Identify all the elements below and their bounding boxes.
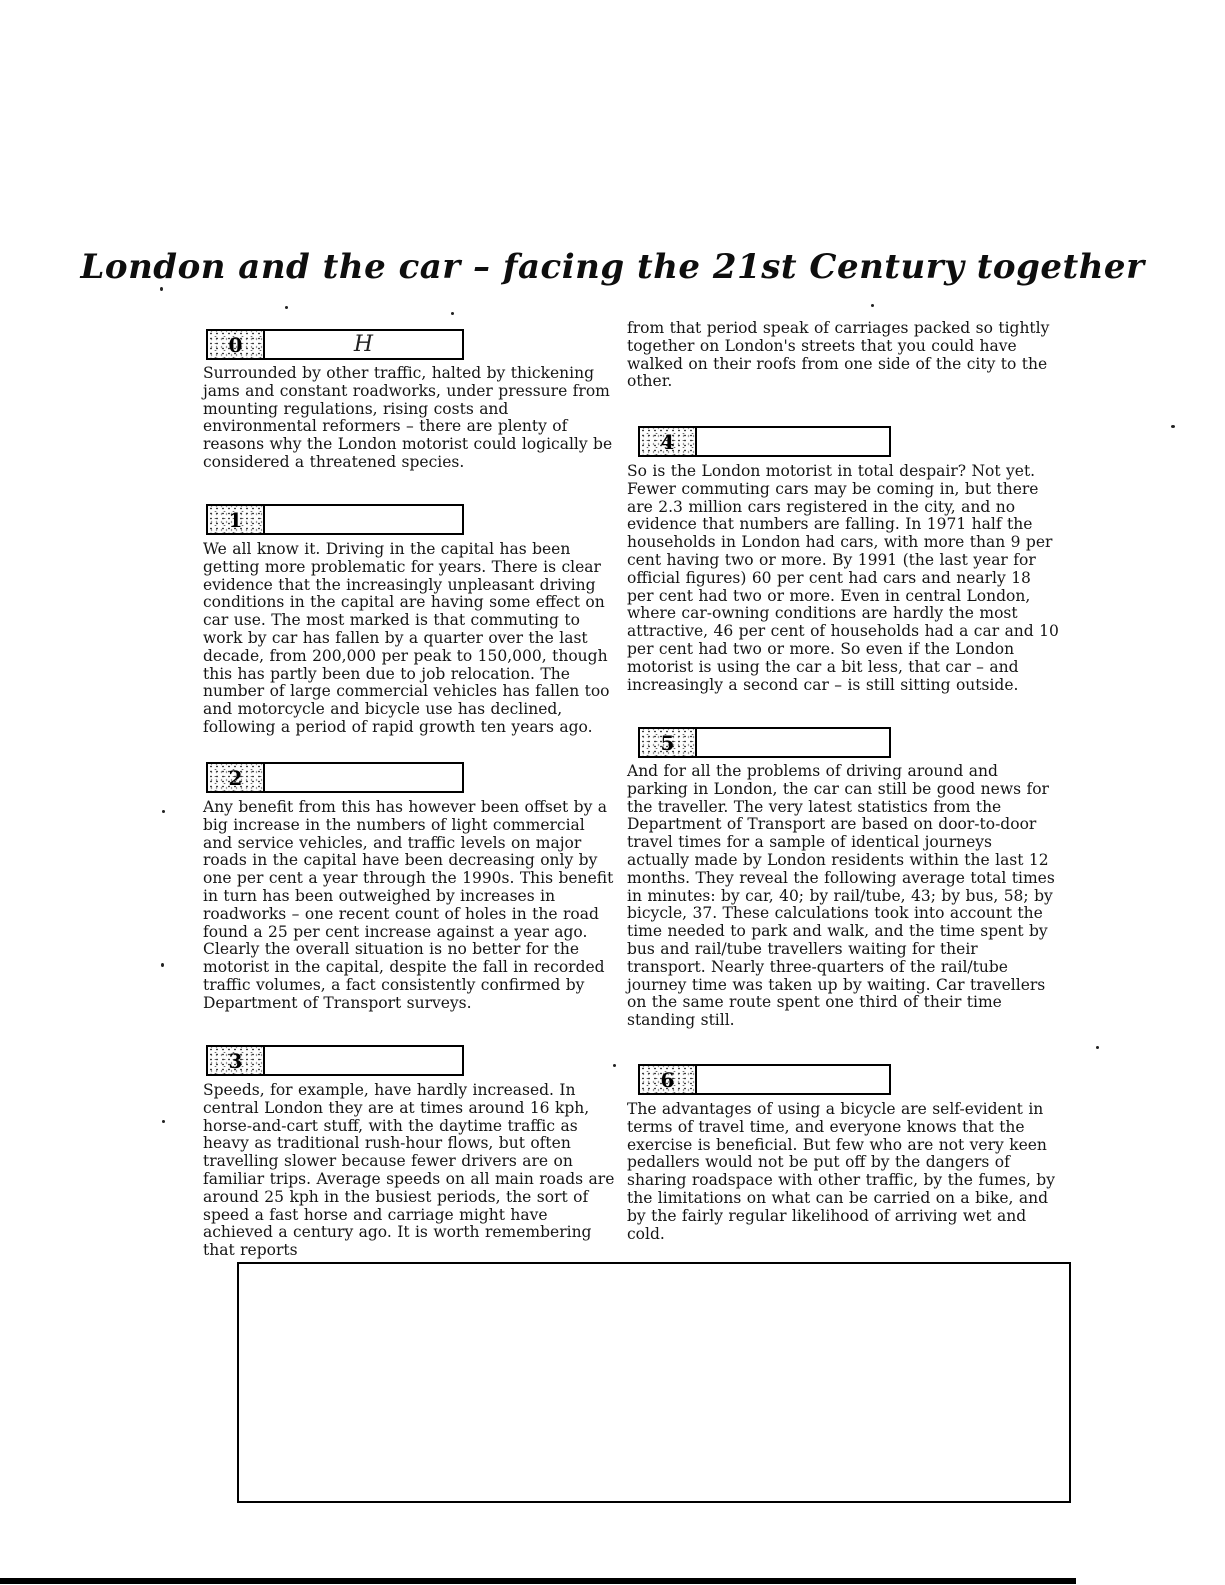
answer-field-1[interactable]	[265, 506, 462, 533]
question-box-4	[638, 426, 891, 457]
paragraph-3-text: Speeds, for example, have hardly increased. In central London they are at times around 16 kph, horse-and-cart stuff, with the daytime traffic as heavy as traditional rush-hour flows, but often travelling slower because fewer drivers are on familiar trips. Average speeds on all main roads are around 25 kph in the busiest periods, the sort of speed a fast horse and carriage might have achieved a century ago. It is worth remembering that reports	[203, 1081, 615, 1260]
question-box-2	[206, 762, 464, 793]
question-number-4: 4	[640, 428, 697, 455]
question-number-0: 0	[208, 331, 265, 358]
paragraph-0-text: Surrounded by other traffic, halted by thickening jams and constant roadworks, under pressure from mounting regulations, rising costs and environmental reformers – there are plenty of reasons why the London motorist could logically be considered a threatened species.	[203, 364, 613, 471]
paragraph-3-continuation: from that period speak of carriages packed so tightly together on London's streets that you could have walked on their roofs from one side of the city to the other.	[627, 319, 1050, 391]
paragraph-5-text: And for all the problems of driving around and parking in London, the car can still be good news for the traveller. The very latest statistics from the Department of Transport are based on door-to-door travel times for a sample of identical journeys actually made by London residents within the last 12 months. They reveal the following average total times in minutes: by car, 40; by rail/tube, 43; by bus, 58; by bicycle, 37. These calculations took into account the time needed to park and walk, and the time spent by bus and rail/tube travellers waiting for their transport. Nearly three-quarters of the rail/tube journey time was taken up by waiting. Car travellers on the same route spent one third of their time standing still.	[627, 762, 1055, 1030]
question-box-3	[206, 1045, 464, 1076]
paragraph-6-text: The advantages of using a bicycle are self-evident in terms of travel time, and everyone knows that the exercise is beneficial. But few who are not very keen pedallers would not be put off by the dangers of sharing roadspace with other traffic, by the fumes, by the limitations on what can be carried on a bike, and by the fairly regular likelihood of arriving wet and cold.	[627, 1100, 1055, 1243]
answer-field-2[interactable]	[265, 764, 462, 791]
question-number-2: 2	[208, 764, 265, 791]
scan-speck	[1171, 425, 1175, 428]
answer-field-3[interactable]	[265, 1047, 462, 1074]
notes-box[interactable]	[237, 1262, 1071, 1503]
page-title: London and the car – facing the 21st Century together	[80, 247, 1145, 287]
question-number-3: 3	[208, 1047, 265, 1074]
answer-field-6[interactable]	[697, 1066, 889, 1093]
question-box-6	[638, 1064, 891, 1095]
scan-speck	[162, 1120, 165, 1123]
question-number-6: 6	[640, 1066, 697, 1093]
scan-speck	[451, 312, 454, 315]
answer-field-0[interactable]: H	[353, 332, 374, 357]
scan-speck	[613, 1064, 616, 1067]
question-box-1	[206, 504, 464, 535]
scan-speck	[1096, 1046, 1099, 1049]
question-number-5: 5	[640, 729, 697, 756]
paragraph-1-text: We all know it. Driving in the capital has been getting more problematic for years. There is clear evidence that the increasingly unpleasant driving conditions in the capital are having some effect on car use. The most marked is that commuting to work by car has fallen by a quarter over the last decade, from 200,000 per peak to 150,000, though this has partly been due to job relocation. The number of large commercial vehicles has fallen too and motorcycle and bicycle use has declined, following a period of rapid growth ten years ago.	[203, 540, 610, 736]
answer-field-4[interactable]	[697, 428, 889, 455]
scan-speck	[162, 810, 165, 813]
scan-artifact-bar	[0, 1578, 1076, 1584]
paragraph-4-text: So is the London motorist in total despair? Not yet. Fewer commuting cars may be coming in, but there are 2.3 million cars registered in the city, and no evidence that numbers are falling. In 1971 half the households in London had cars, with more than 9 per cent having two or more. By 1991 (the last year for official figures) 60 per cent had cars and nearly 18 per cent had two or more. Even in central London, where car-owning conditions are hardly the most attractive, 46 per cent of households had a car and 10 per cent had two or more. So even if the London motorist is using the car a bit less, that car – and increasingly a second car – is still sitting outside.	[627, 462, 1059, 694]
scan-speck	[871, 304, 874, 307]
paragraph-2-text: Any benefit from this has however been offset by a big increase in the numbers of light commercial and service vehicles, and traffic levels on major roads in the capital have been decreasing only by one per cent a year through the 1990s. This benefit in turn has been outweighed by increases in roadworks – one recent count of holes in the road found a 25 per cent increase against a year ago. Clearly the overall situation is no better for the motorist in the capital, despite the fall in recorded traffic volumes, a fact consistently confirmed by Department of Transport surveys.	[203, 798, 614, 1012]
scan-speck	[285, 306, 288, 309]
question-box-0	[206, 329, 464, 360]
question-number-1: 1	[208, 506, 265, 533]
scan-speck	[161, 963, 164, 967]
question-box-5	[638, 727, 891, 758]
scan-speck	[160, 287, 163, 291]
answer-field-5[interactable]	[697, 729, 889, 756]
